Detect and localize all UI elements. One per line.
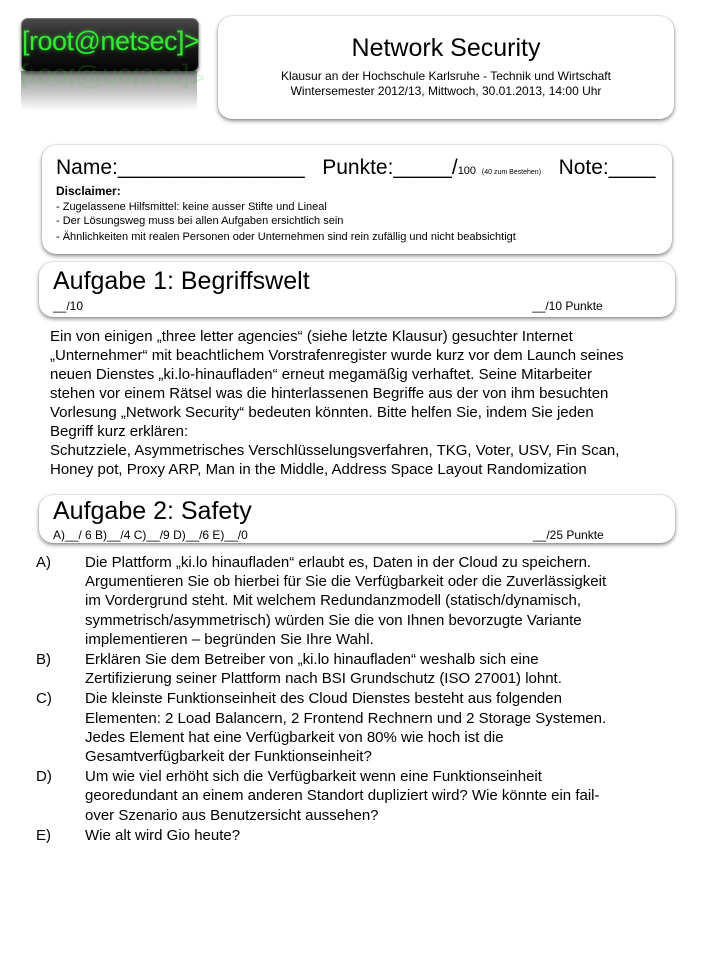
task1-points: __/10 Punkte — [532, 299, 603, 313]
question-line: Erklären Sie dem Betreiber von „ki.lo hinaufladen“ weshalb sich eine — [85, 651, 539, 669]
question-line: Die kleinste Funktionseinheit des Cloud Dienstes besteht aus folgenden — [85, 690, 562, 708]
name-field: Name:________________ — [56, 156, 305, 179]
logo-text: [root@netsec]> — [22, 26, 200, 56]
disclaimer-item: - Zugelassene Hilfsmittel: keine ausser Stifte und Lineal — [56, 201, 327, 213]
page-title: Network Security — [351, 34, 541, 62]
grade-field: Note:____ — [558, 156, 656, 179]
points-note: (40 zum Bestehen) — [481, 169, 542, 176]
task2-questions — [36, 553, 676, 846]
question-line: Elementen: 2 Load Balancern, 2 Frontend Rechnern und 2 Storage Systemen. — [85, 709, 607, 727]
question-line: over Szenario aus Benutzersicht aussehen? — [85, 806, 379, 824]
disclaimer-item: - Ähnlichkeiten mit realen Personen oder Unternehmen sind rein zufällig und nicht beabsichtigt — [56, 231, 516, 243]
task1-subscore: __/10 — [53, 299, 84, 313]
question-line: Jedes Element hat eine Verfügbarkeit von 80% wie hoch ist die — [85, 728, 504, 746]
question-a — [36, 553, 676, 649]
question-line: implementieren – begründen Sie Ihre Wahl. — [85, 630, 374, 648]
question-line: Um wie viel erhöht sich die Verfügbarkeit wenn eine Funktionseinheit — [85, 768, 542, 786]
student-info-box — [42, 145, 672, 254]
task2-header — [39, 495, 675, 543]
question-line: Zertifizierung seiner Plattform nach BSI Grundschutz (ISO 27001) lohnt. — [85, 670, 562, 688]
text-line: Ein von einigen „three letter agencies“ (siehe letzte Klausur) gesuchter Internet — [50, 328, 573, 345]
task1-title: Aufgabe 1: Begriffswelt — [53, 267, 310, 295]
question-line: Argumentieren Sie ob hierbei für Sie die Verfügbarkeit oder die Zuverlässigkeit — [85, 573, 607, 591]
question-letter: B) — [36, 651, 51, 669]
question-letter: C) — [36, 690, 52, 708]
page-subtitle: Klausur an der Hochschule Karlsruhe - Technik und Wirtschaft — [281, 69, 611, 83]
text-line: stehen vor einem Rätsel was die hinterlassenen Begriffe aus der von ihm besuchten — [50, 385, 609, 402]
task1-text — [50, 327, 670, 479]
task1-header — [39, 262, 675, 317]
question-line: georedundant an einem anderen Standort dupliziert wird? Wie könnte ein fail- — [85, 787, 600, 805]
question-d — [36, 767, 676, 825]
points-field: Punkte:_____/ — [322, 156, 458, 179]
question-c — [36, 689, 676, 766]
disclaimer-item: - Der Lösungsweg muss bei allen Aufgaben ersichtlich sein — [56, 215, 344, 227]
question-letter: E) — [36, 826, 51, 844]
text-line: neuen Dienstes „ki.lo-hinaufladen“ erneut megamäßig verhaftet. Seine Mitarbeiter — [50, 366, 592, 383]
task2-title: Aufgabe 2: Safety — [53, 497, 252, 525]
question-b — [36, 650, 676, 688]
question-line: symmetrisch/asymmetrisch) würden Sie die von Ihnen bevorzugte Variante — [85, 611, 582, 629]
student-info-row — [56, 156, 655, 180]
question-letter: D) — [36, 768, 52, 786]
task2-points: __/25 Punkte — [533, 528, 604, 542]
question-letter: A) — [36, 554, 51, 571]
logo-reflection-text: [root@netsec]> — [21, 63, 206, 93]
text-line: Honey pot, Proxy ARP, Man in the Middle, Address Space Layout Randomization — [50, 461, 587, 478]
text-line: „Unternehmer“ mit beachtlichem Vorstrafenregister wurde kurz vor dem Launch seines — [50, 347, 624, 364]
header-box — [218, 16, 674, 119]
logo-reflection — [21, 63, 206, 111]
question-line: Gesamtverfügbarkeit der Funktionseinheit? — [85, 748, 372, 766]
disclaimer-title: Disclaimer: — [56, 184, 121, 198]
text-line: Schutzziele, Asymmetrisches Verschlüsselungsverfahren, TKG, Voter, USV, Fin Scan, — [50, 442, 620, 459]
exam-date: Wintersemester 2012/13, Mittwoch, 30.01.2013, 14:00 Uhr — [290, 84, 602, 98]
text-line: Begriff kurz erklären: — [50, 423, 189, 440]
text-line: Vorlesung „Network Security“ bedeuten könnten. Bitte helfen Sie, indem Sie jeden — [50, 404, 594, 421]
task2-subscore: A)__/ 6 B)__/4 C)__/9 D)__/6 E)__/0 — [53, 528, 248, 542]
question-e — [36, 826, 676, 845]
points-total: 100 — [457, 165, 477, 177]
question-line: Die Plattform „ki.lo hinaufladen“ erlaubt es, Daten in der Cloud zu speichern. — [85, 554, 592, 571]
question-line: im Vordergrund steht. Mit welchem Redundanzmodell (statisch/dynamisch, — [85, 592, 582, 610]
question-line: Wie alt wird Gio heute? — [85, 826, 241, 844]
